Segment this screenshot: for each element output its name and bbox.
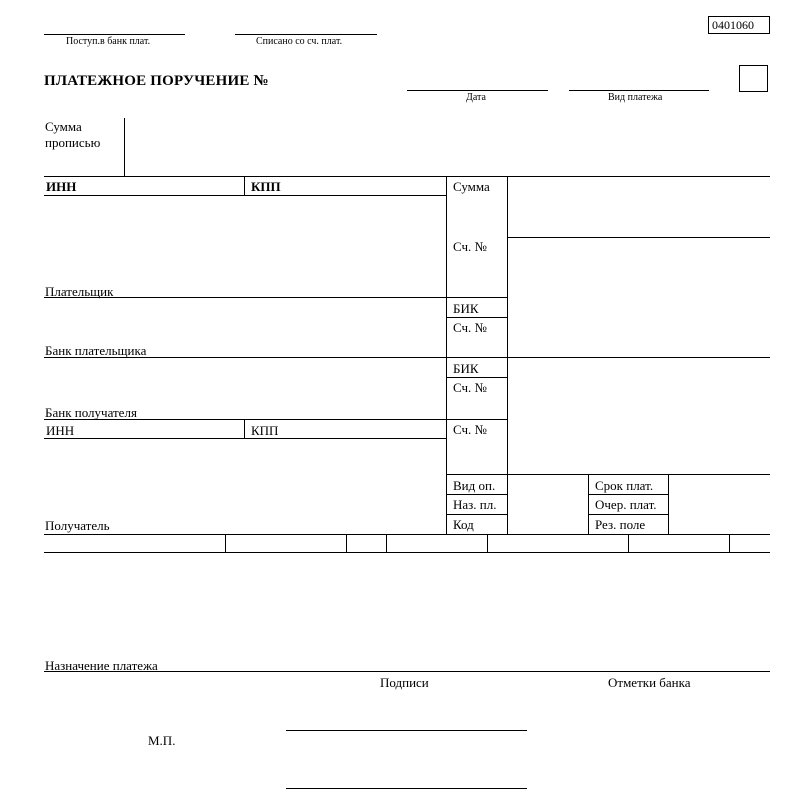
amount-label: Сумма [453,179,490,194]
stamp-label: М.П. [148,733,176,748]
tax-field-4[interactable] [387,535,487,552]
form-rule-line [446,176,447,534]
date-label: Дата [466,92,486,103]
code-field[interactable] [508,515,588,534]
received-in-bank-field[interactable] [44,20,185,34]
form-rule-line [124,118,125,176]
operation-type-label: Вид оп. [453,478,496,493]
operation-type-field[interactable] [508,475,588,494]
recipient-inn-label: ИНН [46,423,75,438]
tax-field-2[interactable] [226,535,346,552]
payment-priority-label: Очер. плат. [595,497,657,512]
form-code: 0401060 [712,18,754,32]
debited-from-account-label: Списано со сч. плат. [256,36,343,47]
code-label: Код [453,517,474,532]
form-rule-line [569,90,709,91]
payment-due-label: Срок плат. [595,478,654,493]
recipient-label: Получатель [45,518,110,533]
reserve-field[interactable] [669,515,770,534]
bank-marks-label: Отметки банка [608,675,691,690]
tax-field-6[interactable] [629,535,729,552]
recipient-kpp-label: КПП [251,423,279,438]
payer-bank-bik-label: БИК [453,301,479,316]
amount-field[interactable] [508,177,770,237]
payer-inn-label: ИНН [46,179,77,194]
form-rule-line [44,419,446,420]
payment-purpose-code-field[interactable] [508,495,588,514]
form-rule-line [407,90,548,91]
tax-field-5[interactable] [488,535,628,552]
payment-purpose-code-label: Наз. пл. [453,497,497,512]
payer-bank-account-field[interactable] [508,318,770,357]
payer-name-field[interactable] [44,196,446,284]
form-rule-line [235,34,377,35]
form-rule-line [44,34,185,35]
amount-in-words-field[interactable] [126,118,770,176]
recipient-bank-account-field[interactable] [508,378,770,419]
form-rule-line [286,788,527,789]
recipient-bank-bik-label: БИК [453,361,479,376]
recipient-bank-field[interactable] [44,358,446,404]
recipient-bank-bik-field[interactable] [508,358,770,377]
payer-bank-account-label: Сч. № [453,320,487,335]
debited-from-account-field[interactable] [235,20,377,34]
signatures-label: Подписи [380,675,429,690]
date-field[interactable] [407,76,548,90]
tax-field-3[interactable] [347,535,386,552]
amount-in-words-label-line1: Сумма [45,119,82,134]
recipient-account-field[interactable] [508,420,770,474]
form-rule-line [244,419,245,438]
form-rule-line [588,474,589,534]
form-rule-line [446,419,507,420]
form-rule-line [286,730,527,731]
received-in-bank-label: Поступ.в банк плат. [66,36,151,47]
payer-label: Плательщик [45,284,114,299]
amount-in-words-label-line2: прописью [45,135,101,150]
reserve-field-label: Рез. поле [595,517,646,532]
recipient-account-label: Сч. № [453,422,487,437]
signature-field-2[interactable] [286,768,527,788]
tax-field-7[interactable] [730,535,770,552]
recipient-bank-label: Банк получателя [45,405,137,420]
status-box[interactable] [739,65,768,92]
payer-bank-field[interactable] [44,298,446,342]
form-rule-line [588,494,668,495]
payer-kpp-label: КПП [251,179,281,194]
payer-account-field[interactable] [508,238,770,297]
form-rule-line [44,671,770,672]
form-rule-line [446,494,507,495]
payer-account-label: Сч. № [453,239,487,254]
recipient-name-field[interactable] [44,439,446,515]
payment-type-label: Вид платежа [608,92,663,103]
form-rule-line [588,514,668,515]
form-rule-line [446,377,507,378]
tax-field-1[interactable] [45,535,225,552]
payment-due-field[interactable] [669,475,770,494]
form-rule-line [446,297,507,298]
payment-type-field[interactable] [569,76,709,90]
payment-priority-field[interactable] [669,495,770,514]
form-rule-line [446,514,507,515]
page-title: ПЛАТЕЖНОЕ ПОРУЧЕНИЕ № [44,73,269,89]
signature-field-1[interactable] [286,710,527,730]
payer-bank-label: Банк плательщика [45,343,147,358]
payment-purpose-label: Назначение платежа [45,658,158,673]
recipient-bank-account-label: Сч. № [453,380,487,395]
payment-purpose-field[interactable] [44,553,770,657]
form-rule-line [244,176,245,195]
form-rule-line [446,317,507,318]
payer-bank-bik-field[interactable] [508,298,770,317]
